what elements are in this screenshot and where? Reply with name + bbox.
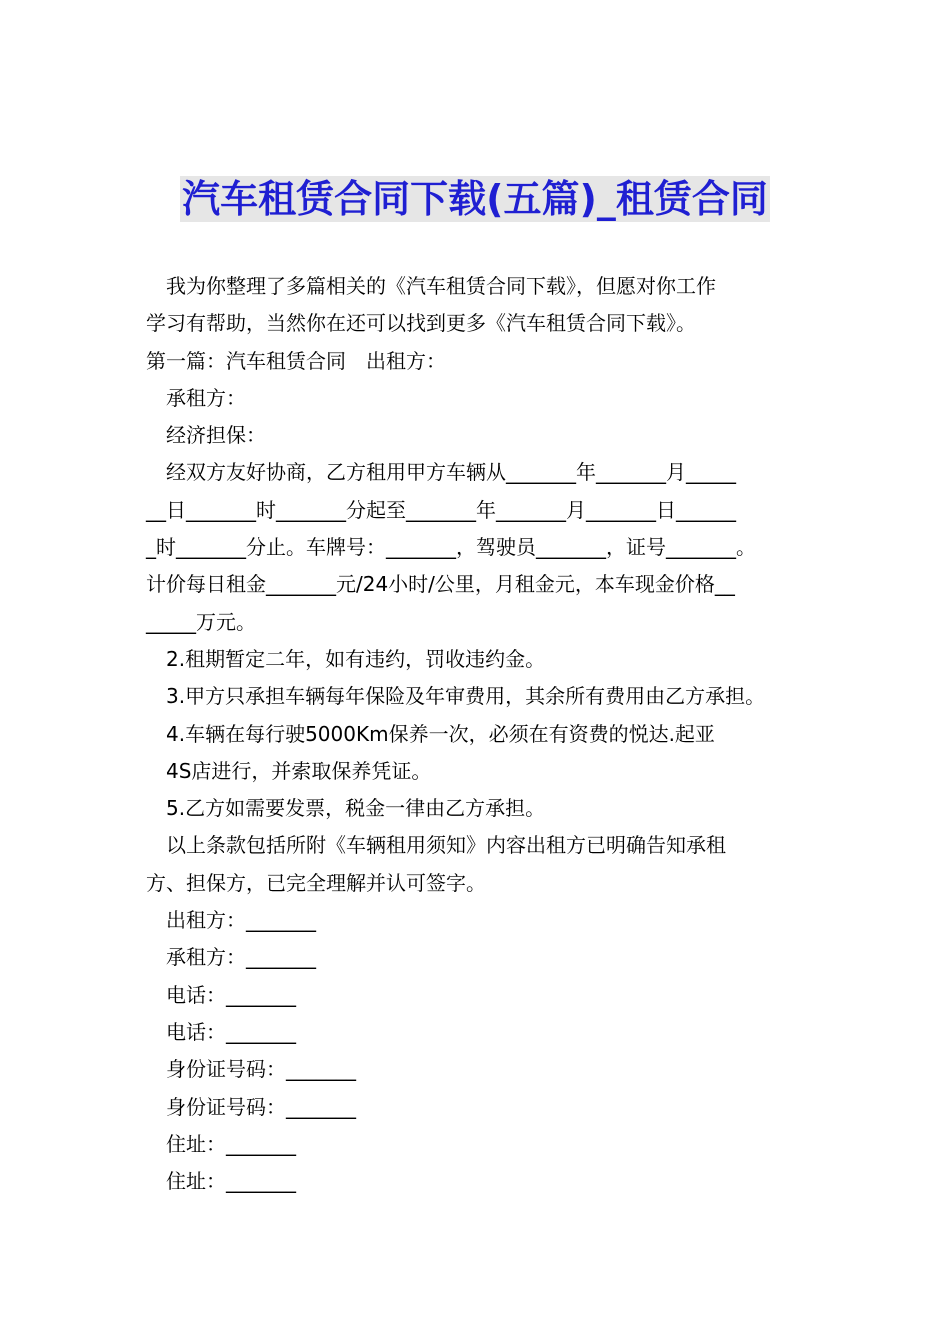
- title-block: [0, 176, 950, 222]
- paragraph-line: 经双方友好协商，乙方租用甲方车辆从_______年_______月_____: [166, 460, 736, 485]
- paragraph-line: 4S店进行，并索取保养凭证。: [166, 758, 432, 783]
- paragraph-line: 我为你整理了多篇相关的《汽车租赁合同下载》，但愿对你工作: [166, 274, 716, 298]
- paragraph-line: 出租方：_______: [166, 908, 316, 933]
- paragraph-line: 经济担保：: [166, 423, 266, 448]
- paragraph-line: _____万元。: [146, 609, 256, 634]
- paragraph-line: 住址：_______: [166, 1131, 296, 1156]
- paragraph-line: 2.租期暂定二年，如有违约，罚收违约金。: [166, 646, 546, 671]
- paragraph-line: __日_______时_______分起至_______年_______月_______日______: [146, 497, 736, 522]
- document-body: [146, 268, 826, 1200]
- paragraph-line: _时_______分止。车牌号：_______，驾驶员_______，证号_______。: [146, 535, 756, 560]
- paragraph-line: 学习有帮助，当然你在还可以找到更多《汽车租赁合同下载》。: [146, 311, 696, 336]
- paragraph-line: 以上条款包括所附《车辆租用须知》内容出租方已明确告知承租: [166, 833, 726, 858]
- paragraph-line: 4.车辆在每行驶5000Km保养一次，必须在有资费的悦达.起亚: [166, 721, 715, 746]
- paragraph-line: 方、担保方，已完全理解并认可签字。: [146, 870, 486, 895]
- paragraph-line: 承租方：: [166, 385, 246, 410]
- document-title: 汽车租赁合同下载(五篇)_租赁合同: [182, 177, 768, 221]
- paragraph-line: 承租方：_______: [166, 945, 316, 970]
- paragraph-line: 计价每日租金_______元/24小时/公里，月租金元，本车现金价格__: [146, 572, 735, 597]
- paragraph-line: 身份证号码：_______: [166, 1057, 356, 1082]
- paragraph-line: 电话：_______: [166, 1019, 296, 1044]
- paragraph-line: 住址：_______: [166, 1169, 296, 1194]
- paragraph-line: 身份证号码：_______: [166, 1094, 356, 1119]
- paragraph-line: 3.甲方只承担车辆每年保险及年审费用，其余所有费用由乙方承担。: [166, 684, 766, 709]
- paragraph-line: 5.乙方如需要发票，税金一律由乙方承担。: [166, 796, 546, 821]
- paragraph-line: 电话：_______: [166, 982, 296, 1007]
- paragraph-line: 第一篇：汽车租赁合同 出租方：: [146, 348, 446, 373]
